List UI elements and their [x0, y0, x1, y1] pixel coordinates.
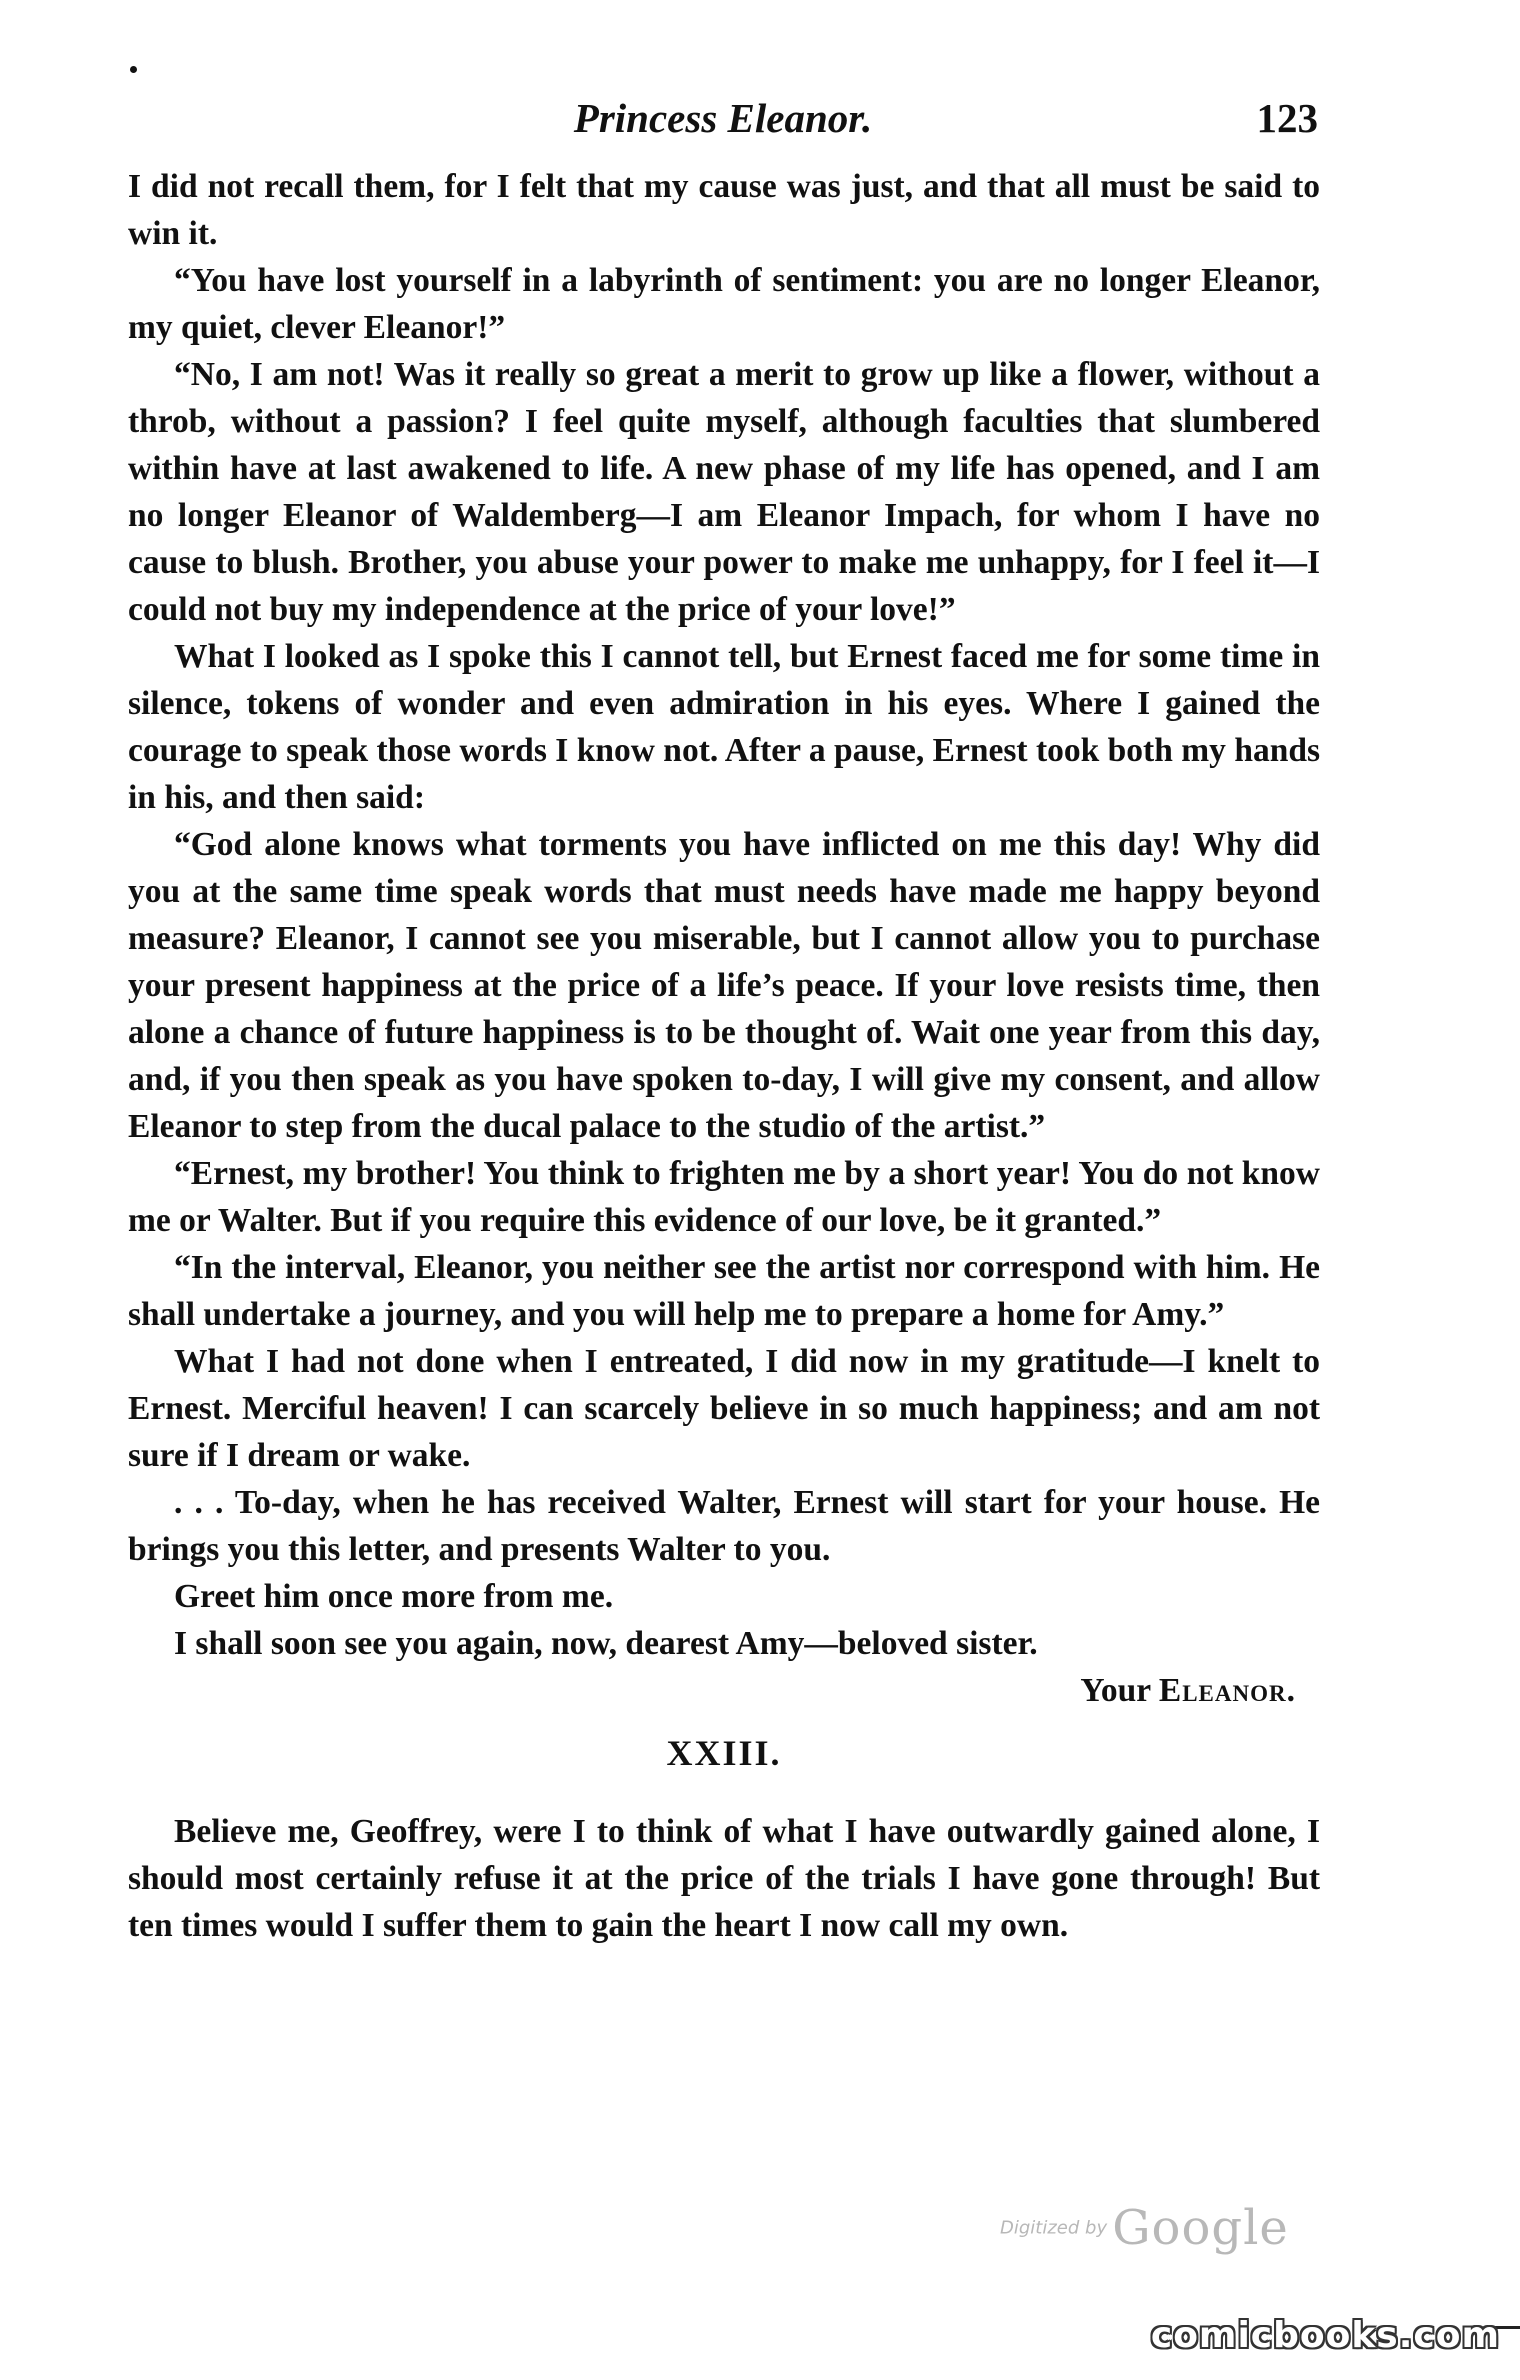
paragraph: “No, I am not! Was it really so great a merit to grow up like a flower, without a throb, without a passion? I feel quite myself, although faculties that slumbered within have at last awakened to life. A new phase of my life has opened, and I am no longer Eleanor of Waldemberg—I am Eleanor Impach, for whom I have no cause to blush. Brother, you abuse your power to make me unhappy, for I feel it—I could not buy my independence at the price of your love!”: [128, 356, 1320, 628]
paragraph: I did not recall them, for I felt that my cause was just, and that all must be said to win it.: [128, 168, 1320, 252]
paragraph: Greet him once more from me.: [174, 1578, 614, 1615]
google-logo-text: Google: [1112, 2200, 1289, 2256]
print-speck: [130, 66, 137, 73]
signature-name: Eleanor.: [1158, 1672, 1296, 1709]
paragraph: “Ernest, my brother! You think to frighten me by a short year! You do not know me or Walter. But if you require this evidence of our love, be it granted.”: [128, 1155, 1320, 1239]
body-text: [128, 163, 1320, 1949]
paragraph: “God alone knows what torments you have inflicted on me this day! Why did you at the same time speak words that must needs have made me happy beyond measure? Eleanor, I cannot see you miserable, but I cannot allow you to purchase your present happiness at the price of a life’s peace. If your love resists time, then alone a chance of future happiness is to be thought of. Wait one year from this day, and, if you then speak as you have spoken to-day, I will give my consent, and allow Eleanor to step from the ducal palace to the studio of the artist.”: [128, 826, 1320, 1145]
signature-prefix: Your: [1080, 1672, 1151, 1709]
paragraph: What I looked as I spoke this I cannot tell, but Ernest faced me for some time in silence, tokens of wonder and even admiration in his eyes. Where I gained the courage to speak those words I know not. After a pause, Ernest took both my hands in his, and then said:: [128, 638, 1320, 816]
page-header: [128, 88, 1318, 148]
section-paragraph: Believe me, Geoffrey, were I to think of what I have outwardly gained alone, I should most certainly refuse it at the price of the trials I have gone through! But ten times would I suffer them to gain the heart I now call my own.: [128, 1813, 1320, 1944]
site-watermark: comicbooks.com: [1150, 2315, 1500, 2356]
section-heading: XXIII.: [666, 1733, 782, 1773]
paragraph: “You have lost yourself in a labyrinth of sentiment: you are no longer Eleanor, my quiet, clever Eleanor!”: [128, 262, 1320, 346]
paragraph: “In the interval, Eleanor, you neither see the artist nor correspond with him. He shall undertake a journey, and you will help me to prepare a home for Amy.”: [128, 1249, 1320, 1333]
paragraph: . . . To-day, when he has received Walter, Ernest will start for your house. He brings you this letter, and presents Walter to you.: [128, 1484, 1320, 1568]
watermark-prefix: Digitized by: [1000, 2217, 1108, 2239]
paragraph: What I had not done when I entreated, I did now in my gratitude—I knelt to Ernest. Merciful heaven! I can scarcely believe in so much happiness; and am not sure if I dream or wake.: [128, 1343, 1320, 1474]
page-number: 123: [1256, 95, 1318, 141]
paragraph: I shall soon see you again, now, dearest Amy—beloved sister.: [174, 1625, 1038, 1662]
letter-signature: [128, 1667, 1320, 1714]
digitized-watermark: [1000, 2200, 1330, 2260]
running-title: Princess Eleanor.: [573, 95, 873, 141]
